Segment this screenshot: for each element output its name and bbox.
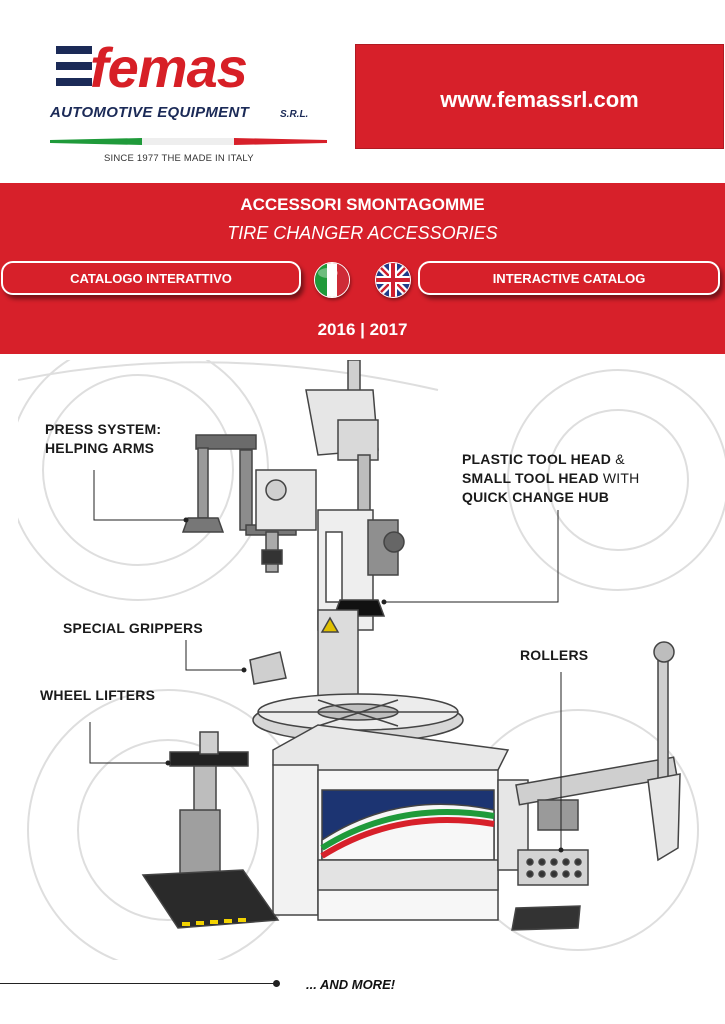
callout-plastic-tool-head[interactable] (462, 450, 639, 507)
website-link[interactable]: www.femassrl.com (440, 87, 639, 112)
title-english: TIRE CHANGER ACCESSORIES (227, 223, 498, 243)
callout-press-line2: HELPING ARMS (45, 440, 155, 456)
uk-flag-icon[interactable] (375, 262, 411, 298)
and-more-text: ... AND MORE! (306, 977, 396, 992)
website-box[interactable] (355, 44, 724, 149)
catalog-italian-button[interactable]: CATALOGO INTERATTIVO (1, 261, 301, 295)
callout-special-grippers[interactable]: SPECIAL GRIPPERS (63, 620, 203, 636)
logo-srl: S.R.L. (280, 109, 309, 120)
logo-subtitle: AUTOMOTIVE EQUIPMENT (50, 104, 250, 121)
logo-wordmark: femas (90, 36, 247, 99)
logo-stripes-icon (56, 46, 92, 88)
callout-rollers[interactable]: ROLLERS (520, 647, 589, 663)
callout-plastic-amp: & (615, 451, 625, 467)
callout-press-system[interactable] (45, 420, 161, 458)
catalog-english-button[interactable]: INTERACTIVE CATALOG (418, 261, 720, 295)
callout-plastic-line3: QUICK CHANGE HUB (462, 489, 610, 505)
footer-dot (273, 980, 280, 987)
tricolor-line (50, 138, 327, 145)
callout-plastic-line2: SMALL TOOL HEAD (462, 470, 599, 486)
italy-flag-icon[interactable] (314, 262, 350, 298)
title-banner (0, 183, 725, 354)
title-italian: ACCESSORI SMONTAGOMME (240, 195, 485, 214)
callout-press-line1: PRESS SYSTEM: (45, 421, 162, 437)
footer-line (0, 983, 275, 984)
callout-plastic-with: WITH (602, 470, 640, 486)
callout-wheel-lifters[interactable]: WHEEL LIFTERS (40, 687, 156, 703)
callout-plastic-line1: PLASTIC TOOL HEAD (462, 451, 612, 467)
tagline: SINCE 1977 THE MADE IN ITALY (104, 153, 254, 164)
logo (0, 0, 355, 180)
catalog-years: 2016 | 2017 (317, 320, 408, 339)
